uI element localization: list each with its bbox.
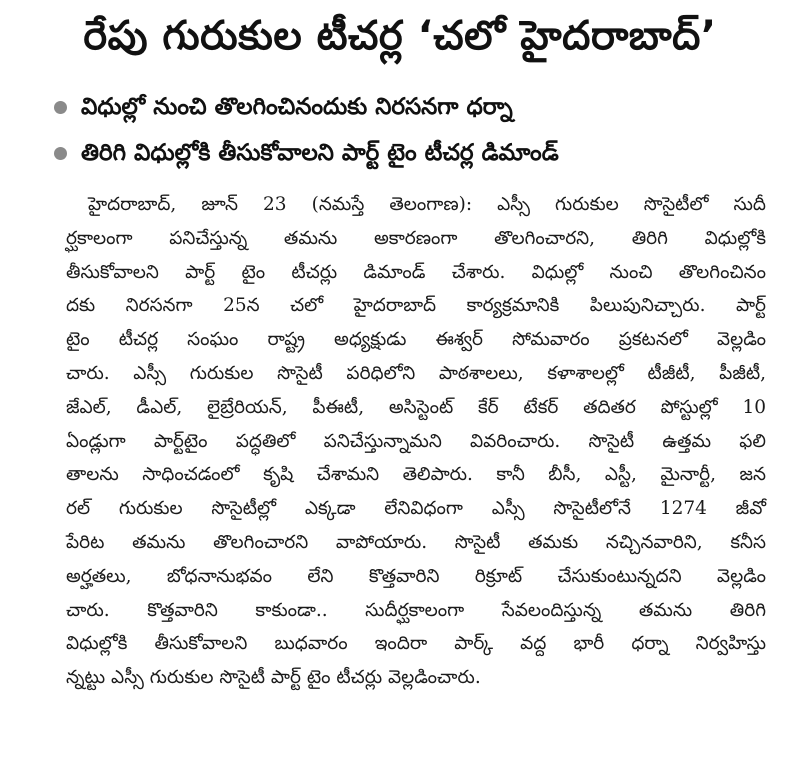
article-body <box>66 188 766 695</box>
body-line: చారు. కొత్తవారిని కాకుండా.. సుదీర్ఘకాలంగా సేవలందిస్తున్న తమను తిరిగి <box>66 599 766 621</box>
bullet-dot-icon <box>54 147 67 160</box>
body-line: ర్ఘకాలంగా పనిచేస్తున్న తమను అకారణంగా తొలగించారని, తిరిగి విధుల్లోకి <box>66 227 766 249</box>
body-line: చారు. ఎస్సీ గురుకుల సొసైటీ పరిధిలోని పాఠశాలలు, కళాశాలల్లో టీజీటీ, పీజీటీ, <box>66 362 766 384</box>
body-line: టైం టీచర్ల సంఘం రాష్ట్ర అధ్యక్షుడు ఈశ్వర్‌ సోమవారం ప్రకటనలో వెల్లడిం <box>66 329 766 351</box>
subheadline-list <box>54 84 774 176</box>
subheadline-text: విధుల్లో నుంచి తొలగించినందుకు నిరసనగా ధర్నా <box>81 94 513 120</box>
body-line: హైదరాబాద్‌, జూన్‌ 23 (నమస్తే తెలంగాణ): ఎస్సీ గురుకుల సొసైటీలో సుదీ <box>88 194 766 215</box>
body-line: జేఎల్‌, డీఎల్‌, లైబ్రేరియన్‌, పీఈటీ, అసిస్టెంట్‌ కేర్‌ టేకర్‌ తదితర పోస్టుల్లో 10 <box>66 396 766 418</box>
body-line: ఏండ్లుగా పార్ట్‌టైం పద్ధతిలో పనిచేస్తున్నామని వివరించారు. సొసైటీ ఉత్తమ ఫలి <box>66 430 766 452</box>
body-line: తాలను సాధించడంలో కృషి చేశామని తెలిపారు. కానీ బీసీ, ఎస్టీ, మైనార్టీ, జన <box>66 464 766 486</box>
article-headline: రేపు గురుకుల టీచర్ల ‘చలో హైదరాబాద్‌’ <box>83 13 717 59</box>
body-line: అర్హతలు, బోధనానుభవం లేని కొత్తవారిని రిక్రూట్‌ చేసుకుంటున్నదని వెల్లడిం <box>66 565 766 587</box>
subheadline-text: తిరిగి విధుల్లోకి తీసుకోవాలని పార్ట్‌ టైం టీచర్ల డిమాండ్‌ <box>81 140 559 166</box>
bullet-dot-icon <box>54 101 67 114</box>
body-line: రల్‌ గురుకుల సొసైటీల్లో ఎక్కడా లేనివిధంగా ఎస్సీ సొసైటీలోనే 1274 జీవో <box>66 498 766 520</box>
body-line: న్నట్టు ఎస్సీ గురుకుల సొసైటీ పార్ట్‌ టైం టీచర్లు వెల్లడించారు. <box>66 667 481 689</box>
body-line: పేరిట తమను తొలగించారని వాపోయారు. సొసైటీ తమకు నచ్చినవారిని, కనీస <box>66 531 766 553</box>
body-line: దకు నిరసనగా 25న చలో హైదరాబాద్‌ కార్యక్రమానికి పిలుపునిచ్చారు. పార్ట్‌ <box>66 295 766 317</box>
body-line: తీసుకోవాలని పార్ట్‌ టైం టీచర్లు డిమాండ్‌ చేశారు. విధుల్లో నుంచి తొలగించినం <box>66 261 766 283</box>
subheadline-item <box>54 84 774 130</box>
subheadline-item <box>54 130 774 176</box>
body-line: విధుల్లోకి తీసుకోవాలని బుధవారం ఇందిరా పార్క్‌ వద్ద భారీ ధర్నా నిర్వహిస్తు <box>66 633 766 655</box>
